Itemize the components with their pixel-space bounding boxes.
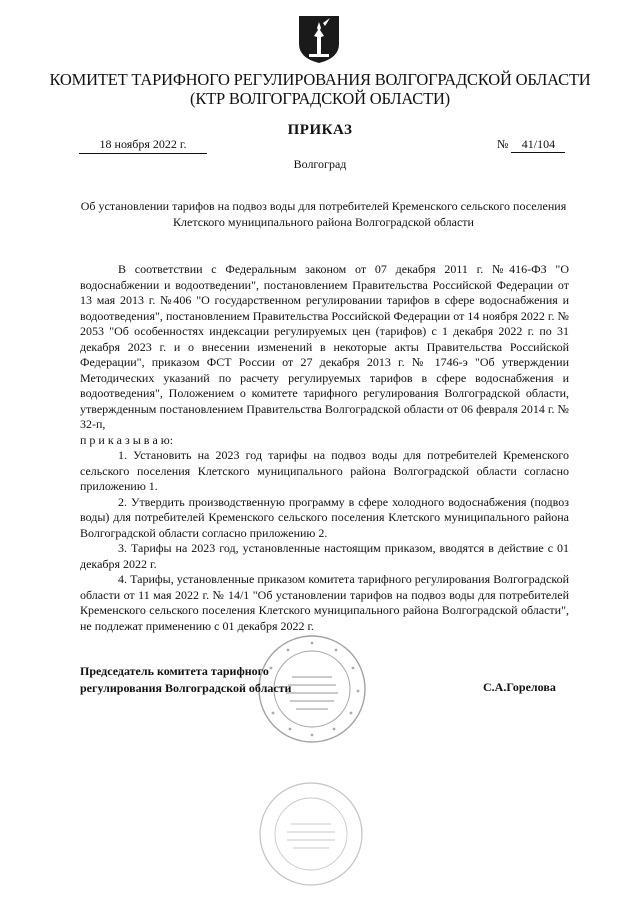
document-date: 18 ноября 2022 г. — [79, 137, 207, 154]
order-item: 1. Установить на 2023 год тарифы на подвоз воды для потребителей Кременского сельского поселения Клетского муниципального района Волгоградской области согласно приложению 1. — [80, 448, 569, 493]
signatory-position-line: Председатель комитета тарифного — [80, 664, 269, 678]
organization-name: КОМИТЕТ ТАРИФНОГО РЕГУЛИРОВАНИЯ ВОЛГОГРАДСКОЙ ОБЛАСТИ — [49, 70, 591, 89]
preamble-paragraph: В соответствии с Федеральным законом от 07 декабря 2011 г. №416-ФЗ "О водоснабжении и водоотведении", постановлением Правительства Российской Федерации от 13 мая 2013 г. №406 "О государственном регулировании тарифов в сфере водоснабжения и водоотведения", постановлением Правительства Российской Федерации от 14 ноября 2022 г. № 2053 "Об особенностях индексации регулируемых цен (тарифов) с 1 декабря 2022 г. по 31 декабря 2023 г. и о внесении изменений в некоторые акты Правительства Российской Федерации", приказом ФСТ России от 27 декабря 2013 г. № 1746-э "Об утверждении Методических указаний по расчету регулируемых тарифов в сфере водоснабжения и водоотведения", Положением о комитете тарифного регулирования Волгоградской области, утвержденным постановлением Правительства Волгоградской области от 06 февраля 2014 г. № 32-п, — [80, 262, 569, 431]
document-body — [80, 262, 569, 634]
signatory-position-line: регулирования Волгоградской области — [80, 681, 292, 695]
document-type: ПРИКАЗ — [287, 122, 353, 138]
order-word: п р и к а з ы в а ю: — [80, 432, 174, 447]
signatory-position — [80, 663, 291, 697]
coat-of-arms-icon — [297, 14, 341, 64]
order-item: 3. Тарифы на 2023 год, установленные настоящим приказом, вводятся в действие с 01 декабря 2022 г. — [80, 541, 569, 571]
document-number-field — [497, 137, 565, 153]
seal-stamp-imprint — [257, 778, 365, 890]
number-sign: № — [497, 137, 509, 151]
document-number: 41/104 — [511, 137, 565, 153]
document-subject: Об установлении тарифов на подвоз воды для потребителей Кременского сельского поселения Клетского муниципального района Волгоградской области — [80, 199, 567, 229]
signatory-name: С.А.Горелова — [483, 680, 556, 694]
organization-short-name: (КТР ВОЛГОГРАДСКОЙ ОБЛАСТИ) — [190, 89, 450, 108]
order-item: 2. Утвердить производственную программу в сфере холодного водоснабжения (подвоз воды) для потребителей Кременского сельского поселения Клетского муниципального района Волгоградской области согласно приложению 2. — [80, 494, 569, 540]
document-city: Волгоград — [293, 157, 347, 171]
order-item: 4. Тарифы, установленные приказом комитета тарифного регулирования Волгоградской области от 11 мая 2022 г. № 14/1 "Об установлении тарифов на подвоз воды для потребителей Кременского сельского поселения Клетского муниципального района Волгоградской области", не подлежат применению с 01 декабря 2022 г. — [80, 572, 569, 633]
